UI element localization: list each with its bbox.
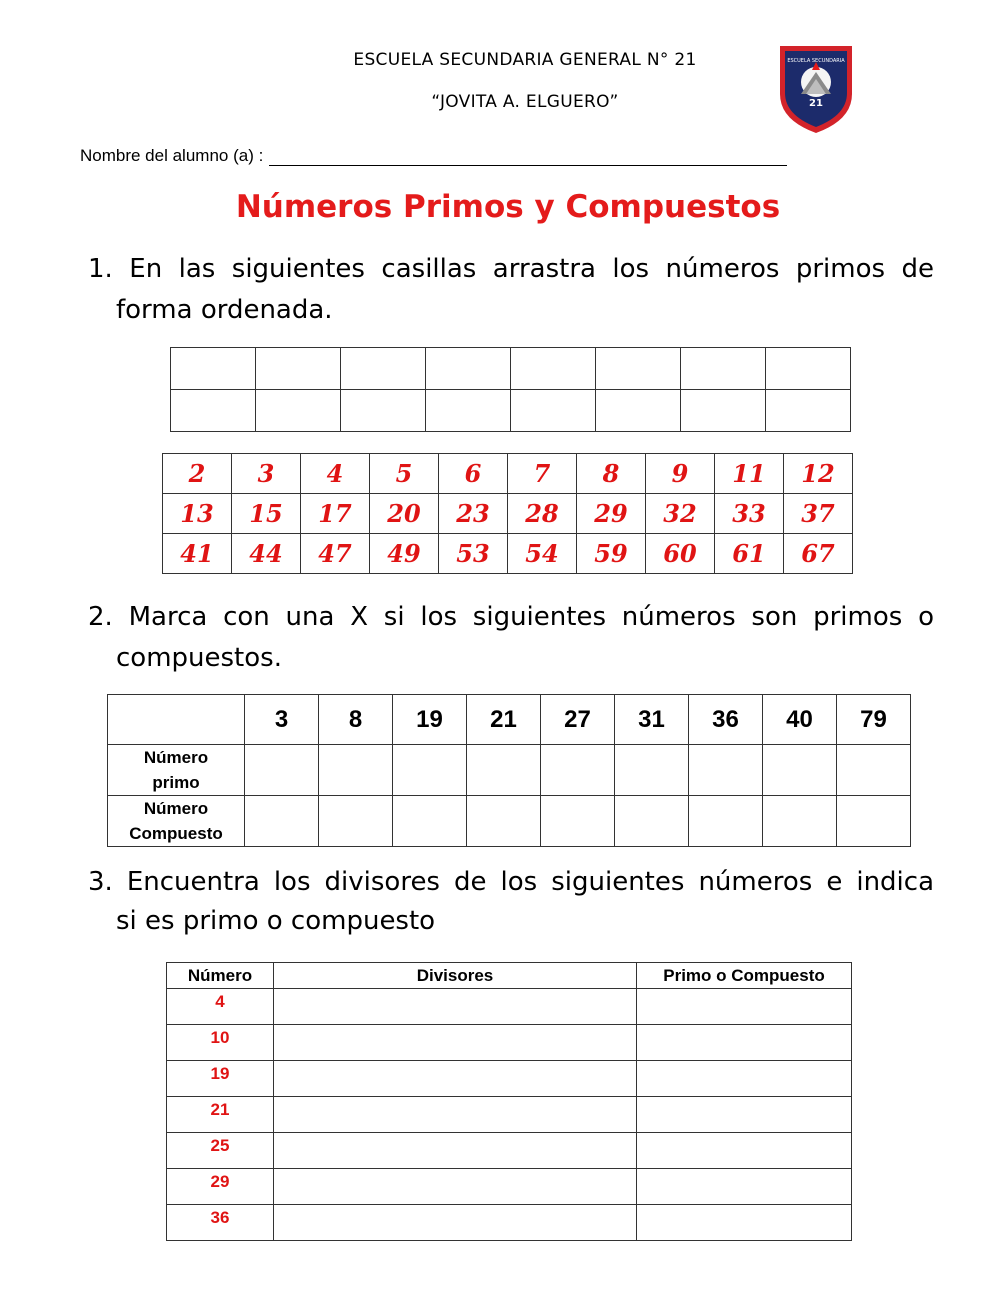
q2-instruction-line1: 2. Marca con una X si los siguientes números son primos o — [88, 602, 934, 632]
number-tile[interactable]: 6 — [439, 454, 508, 494]
mark-cell[interactable] — [541, 745, 615, 796]
student-name-blank[interactable] — [269, 147, 787, 166]
q3-divisors-table — [166, 962, 852, 1241]
mark-cell[interactable] — [615, 796, 689, 847]
q2-mark-table — [107, 694, 911, 847]
mark-cell[interactable] — [615, 745, 689, 796]
drop-slot[interactable] — [596, 348, 681, 390]
number-tile[interactable]: 7 — [508, 454, 577, 494]
number-tile[interactable]: 29 — [577, 494, 646, 534]
row-number: 25 — [167, 1133, 274, 1169]
row-number: 4 — [167, 989, 274, 1025]
number-tile[interactable]: 13 — [163, 494, 232, 534]
divisors-cell[interactable] — [274, 989, 637, 1025]
number-tile[interactable]: 32 — [646, 494, 715, 534]
school-subtitle: “JOVITA A. ELGUERO” — [431, 92, 619, 112]
divisors-cell[interactable] — [274, 1097, 637, 1133]
mark-cell[interactable] — [319, 796, 393, 847]
number-tile[interactable]: 61 — [715, 534, 784, 574]
mark-cell[interactable] — [689, 796, 763, 847]
number-tile[interactable]: 53 — [439, 534, 508, 574]
column-number: 21 — [467, 695, 541, 745]
divisors-cell[interactable] — [274, 1169, 637, 1205]
type-cell[interactable] — [637, 1169, 852, 1205]
number-tile[interactable]: 17 — [301, 494, 370, 534]
drop-slot[interactable] — [426, 390, 511, 432]
student-name-label: Nombre del alumno (a) : — [80, 146, 264, 165]
drop-slot[interactable] — [171, 348, 256, 390]
row-label-compuesto: Número Compuesto — [108, 796, 245, 847]
drop-slot[interactable] — [341, 348, 426, 390]
number-tile[interactable]: 60 — [646, 534, 715, 574]
mark-cell[interactable] — [467, 745, 541, 796]
drop-slot[interactable] — [511, 390, 596, 432]
number-tile[interactable]: 12 — [784, 454, 853, 494]
column-number: 36 — [689, 695, 763, 745]
mark-cell[interactable] — [319, 745, 393, 796]
q1-instruction-line2: forma ordenada. — [116, 295, 333, 325]
column-number: 8 — [319, 695, 393, 745]
type-cell[interactable] — [637, 1061, 852, 1097]
type-cell[interactable] — [637, 1205, 852, 1241]
crest-text: ESCUELA SECUNDARIA — [787, 58, 845, 64]
number-tile[interactable]: 8 — [577, 454, 646, 494]
number-tile[interactable]: 23 — [439, 494, 508, 534]
number-tile[interactable]: 5 — [370, 454, 439, 494]
mark-cell[interactable] — [837, 796, 911, 847]
q1-number-bank — [162, 453, 853, 574]
column-number: 3 — [245, 695, 319, 745]
drop-slot[interactable] — [256, 390, 341, 432]
school-crest-logo — [776, 42, 856, 136]
number-tile[interactable]: 59 — [577, 534, 646, 574]
q3-instruction-line2: si es primo o compuesto — [116, 906, 436, 936]
type-cell[interactable] — [637, 1133, 852, 1169]
mark-cell[interactable] — [393, 745, 467, 796]
row-number: 19 — [167, 1061, 274, 1097]
header-numero: Número — [167, 963, 274, 989]
number-tile[interactable]: 41 — [163, 534, 232, 574]
mark-cell[interactable] — [837, 745, 911, 796]
divisors-cell[interactable] — [274, 1061, 637, 1097]
corner-cell — [108, 695, 245, 745]
row-number: 29 — [167, 1169, 274, 1205]
drop-slot[interactable] — [596, 390, 681, 432]
number-tile[interactable]: 44 — [232, 534, 301, 574]
number-tile[interactable]: 3 — [232, 454, 301, 494]
worksheet-title: Números Primos y Compuestos — [235, 189, 781, 225]
q2-instruction-line2: compuestos. — [116, 643, 282, 673]
q3-instruction-line1: 3. Encuentra los divisores de los siguientes números e indica — [88, 867, 934, 897]
drop-slot[interactable] — [341, 390, 426, 432]
type-cell[interactable] — [637, 989, 852, 1025]
mark-cell[interactable] — [245, 796, 319, 847]
type-cell[interactable] — [637, 1097, 852, 1133]
drop-slot[interactable] — [171, 390, 256, 432]
drop-slot[interactable] — [511, 348, 596, 390]
column-number: 31 — [615, 695, 689, 745]
number-tile[interactable]: 11 — [715, 454, 784, 494]
mark-cell[interactable] — [393, 796, 467, 847]
divisors-cell[interactable] — [274, 1133, 637, 1169]
number-tile[interactable]: 4 — [301, 454, 370, 494]
column-number: 79 — [837, 695, 911, 745]
mark-cell[interactable] — [541, 796, 615, 847]
number-tile[interactable]: 49 — [370, 534, 439, 574]
number-tile[interactable]: 2 — [163, 454, 232, 494]
drop-slot[interactable] — [766, 390, 851, 432]
number-tile[interactable]: 54 — [508, 534, 577, 574]
header-divisores: Divisores — [274, 963, 637, 989]
row-number: 10 — [167, 1025, 274, 1061]
drop-slot[interactable] — [256, 348, 341, 390]
q1-instruction-line1: 1. En las siguientes casillas arrastra los números primos de — [88, 254, 934, 284]
row-number: 21 — [167, 1097, 274, 1133]
mark-cell[interactable] — [689, 745, 763, 796]
number-tile[interactable]: 9 — [646, 454, 715, 494]
mark-cell[interactable] — [245, 745, 319, 796]
mark-cell[interactable] — [467, 796, 541, 847]
drop-slot[interactable] — [681, 390, 766, 432]
mark-cell[interactable] — [763, 745, 837, 796]
divisors-cell[interactable] — [274, 1025, 637, 1061]
row-label-primo: Número primo — [108, 745, 245, 796]
column-number: 27 — [541, 695, 615, 745]
drop-slot[interactable] — [681, 348, 766, 390]
header-primo-compuesto: Primo o Compuesto — [637, 963, 852, 989]
student-name-line — [80, 146, 787, 166]
drop-slot[interactable] — [766, 348, 851, 390]
number-tile[interactable]: 20 — [370, 494, 439, 534]
number-tile[interactable]: 37 — [784, 494, 853, 534]
column-number: 40 — [763, 695, 837, 745]
column-number: 19 — [393, 695, 467, 745]
q1-drop-grid — [170, 347, 851, 432]
drop-slot[interactable] — [426, 348, 511, 390]
mark-cell[interactable] — [763, 796, 837, 847]
number-tile[interactable]: 33 — [715, 494, 784, 534]
row-number: 36 — [167, 1205, 274, 1241]
school-name: ESCUELA SECUNDARIA GENERAL N° 21 — [353, 50, 697, 70]
type-cell[interactable] — [637, 1025, 852, 1061]
number-tile[interactable]: 47 — [301, 534, 370, 574]
crest-number: 21 — [809, 98, 823, 109]
divisors-cell[interactable] — [274, 1205, 637, 1241]
number-tile[interactable]: 15 — [232, 494, 301, 534]
number-tile[interactable]: 28 — [508, 494, 577, 534]
number-tile[interactable]: 67 — [784, 534, 853, 574]
